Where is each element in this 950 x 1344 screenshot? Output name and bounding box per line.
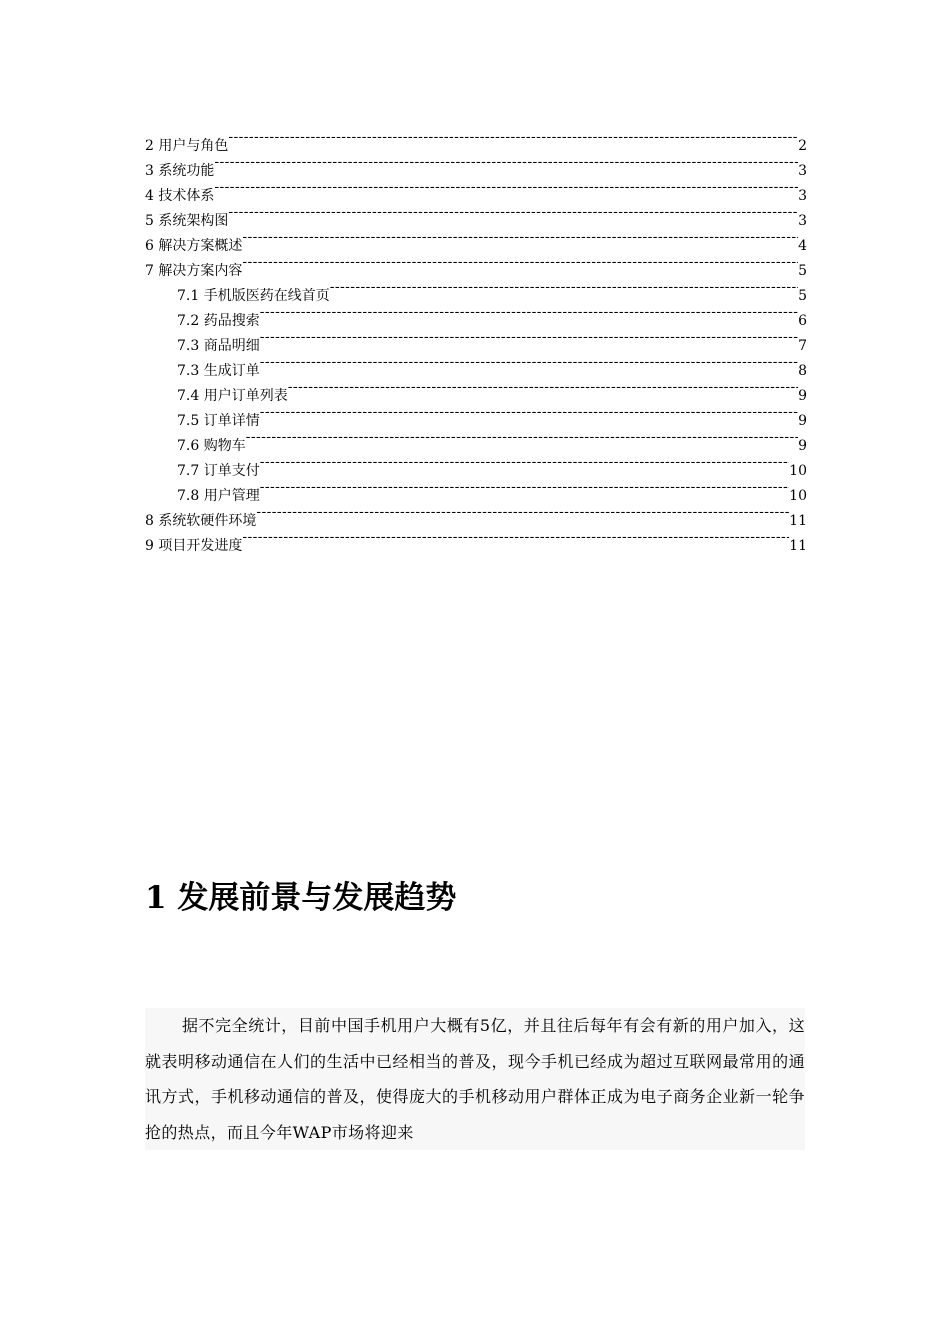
toc-leader-dots <box>260 450 789 475</box>
toc-entry[interactable] <box>145 250 807 279</box>
toc-entry-title: 7.2 药品搜索 <box>177 313 260 329</box>
toc-leader-dots <box>260 300 798 325</box>
toc-leader-dots <box>242 225 798 250</box>
toc-entry[interactable] <box>145 175 807 204</box>
toc-entry-page: 9 <box>798 438 807 454</box>
toc-leader-dots <box>246 425 798 450</box>
toc-entry-title: 7.1 手机版医药在线首页 <box>177 288 330 304</box>
toc-leader-dots <box>228 200 798 225</box>
toc-entry-page: 9 <box>798 413 807 429</box>
toc-entry-title: 3 系统功能 <box>145 163 215 179</box>
toc-entry-title: 7.8 用户管理 <box>177 488 260 504</box>
toc-leader-dots <box>288 375 798 400</box>
toc-entry-title: 7.7 订单支付 <box>177 463 260 479</box>
toc-entry-title: 8 系统软硬件环境 <box>145 513 257 529</box>
toc-entry-title: 9 项目开发进度 <box>145 538 243 554</box>
toc-entry-page: 10 <box>789 463 807 479</box>
toc-entry-page: 3 <box>798 213 807 229</box>
toc-leader-dots <box>214 175 798 200</box>
toc-subentry[interactable] <box>145 275 807 304</box>
toc-leader-dots <box>242 525 789 550</box>
toc-leader-dots <box>228 125 798 150</box>
toc-entry-page: 7 <box>798 338 807 354</box>
toc-entry-title: 7.3 生成订单 <box>177 363 260 379</box>
toc-entry-title: 7.4 用户订单列表 <box>177 388 288 404</box>
toc-leader-dots <box>260 400 798 425</box>
toc-entry-page: 6 <box>798 313 807 329</box>
toc-leader-dots <box>260 350 798 375</box>
toc-entry-page: 5 <box>798 288 807 304</box>
toc-entry-page: 8 <box>798 363 807 379</box>
toc-leader-dots <box>260 475 789 500</box>
toc-entry[interactable] <box>145 125 807 154</box>
toc-entry-page: 4 <box>798 238 807 254</box>
toc-entry-title: 2 用户与角色 <box>145 138 229 154</box>
toc-entry-page: 11 <box>789 513 807 529</box>
toc-entry-page: 11 <box>789 538 807 554</box>
toc-entry[interactable] <box>145 525 807 554</box>
toc-entry[interactable] <box>145 225 807 254</box>
toc-entry-title: 4 技术体系 <box>145 188 215 204</box>
toc-entry-title: 7.5 订单详情 <box>177 413 260 429</box>
toc-entry-title: 7.3 商品明细 <box>177 338 260 354</box>
body-paragraph: 据不完全统计，目前中国手机用户大概有5亿，并且往后每年有会有新的用户加入，这就表明移动通信在人们的生活中已经相当的普及，现今手机已经成为超过互联网最常用的通讯方式，手机移动通信的普及，使得庞大的手机移动用户群体正成为电子商务企业新一轮争抢的热点，而且今年WAP市场将迎来 <box>145 1008 805 1150</box>
toc-entry-page: 3 <box>798 163 807 179</box>
toc-entry-title: 5 系统架构图 <box>145 213 229 229</box>
toc-entry-title: 7.6 购物车 <box>177 438 246 454</box>
toc-leader-dots <box>256 500 789 525</box>
toc-leader-dots <box>214 150 798 175</box>
toc-entry-page: 9 <box>798 388 807 404</box>
toc-entry-page: 5 <box>798 263 807 279</box>
toc-entry-page: 10 <box>789 488 807 504</box>
table-of-contents <box>145 125 807 554</box>
toc-leader-dots <box>242 250 798 275</box>
toc-entry[interactable] <box>145 200 807 229</box>
toc-entry[interactable] <box>145 150 807 179</box>
section-heading: 1 发展前景与发展趋势 <box>145 880 457 916</box>
toc-entry-page: 2 <box>798 138 807 154</box>
toc-entry-page: 3 <box>798 188 807 204</box>
toc-leader-dots <box>330 275 798 300</box>
toc-entry-title: 7 解决方案内容 <box>145 263 243 279</box>
toc-leader-dots <box>260 325 798 350</box>
toc-entry-title: 6 解决方案概述 <box>145 238 243 254</box>
